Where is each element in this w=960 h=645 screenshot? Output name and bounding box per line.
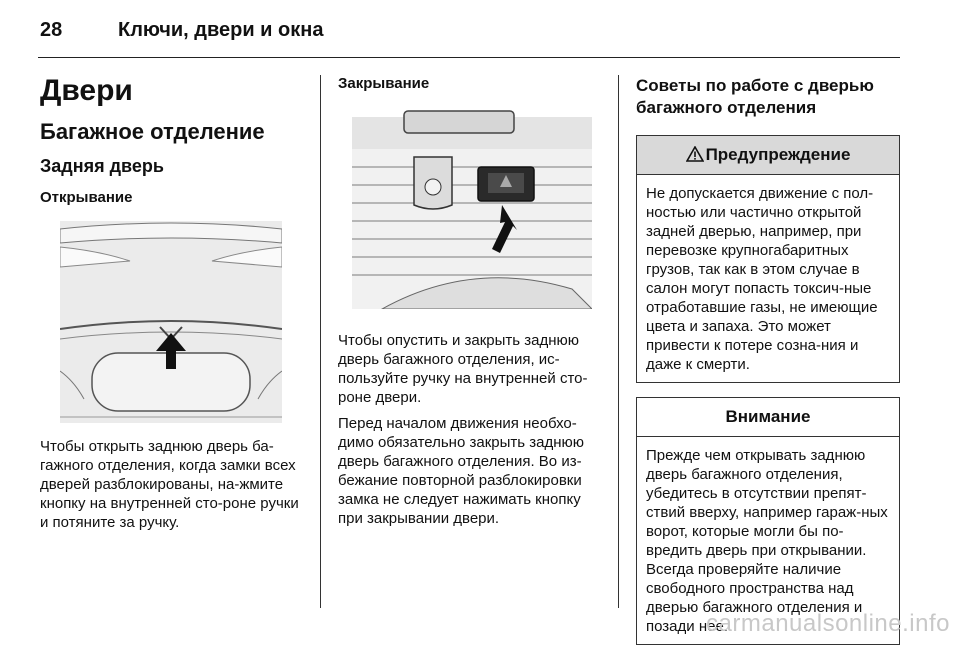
caution-box [636,397,900,645]
closing-paragraph-2: Перед началом движения необхо-димо обязательно закрыть заднюю дверь багажного отделения. Во из-бежание повторной разблокировки замка не следует нажимать кнопку при закрывании двери. [338,415,584,527]
watermark: carmanualsonline.info [706,610,950,637]
tailgate-exterior-figure [60,221,282,423]
warning-header [637,136,899,175]
opening-heading: Открывание [40,189,133,206]
warning-box [636,135,900,383]
page-number: 28 [40,19,63,41]
warning-triangle-icon [686,138,704,176]
subsubsection-title: Задняя дверь [40,156,164,176]
right-column [636,75,900,645]
section-title: Двери [40,74,133,107]
running-title: Ключи, двери и окна [118,19,324,41]
subsection-title: Багажное отделение [40,119,265,144]
column-divider [618,75,619,608]
left-column [40,75,302,539]
column-divider [320,75,321,608]
warning-title: Предупреждение [705,145,851,164]
caution-header: Внимание [637,398,899,437]
tips-heading: Советы по работе с дверью багажного отделения [636,76,874,117]
closing-paragraph-1: Чтобы опустить и закрыть заднюю дверь багажного отделения, ис-пользуйте ручку на внутренней сто-роне двери. [338,332,588,406]
caution-text: Прежде чем открывать заднюю дверь багажного отделения, убедитесь в отсутствии препят-ствий вверху, например гараж-ных ворот, которые могли бы по-вредить дверь при открывании. Всегда проверяйте наличие свободного пространства над дверью багажного отделения и позади нее. [646,447,888,635]
warning-text: Не допускается движение с пол-ностью или частично открытой задней дверью, например, при перевозке крупногабаритных грузов, так как в этом случае в салон могут попасть токсич-ные отработавшие газы, не имеющие цвета и запаха. Это может привести к потере созна-ния и даже к смерти. [646,185,878,373]
header-rule [38,57,900,58]
tailgate-handle-figure [352,109,592,309]
opening-paragraph: Чтобы открыть заднюю дверь ба-гажного отделения, когда замки всех дверей разблокированы, на-жмите кнопку на внутренней сто-роне ручки и потяните за ручку. [40,438,299,531]
middle-column [338,75,600,535]
closing-heading: Закрывание [338,75,430,92]
